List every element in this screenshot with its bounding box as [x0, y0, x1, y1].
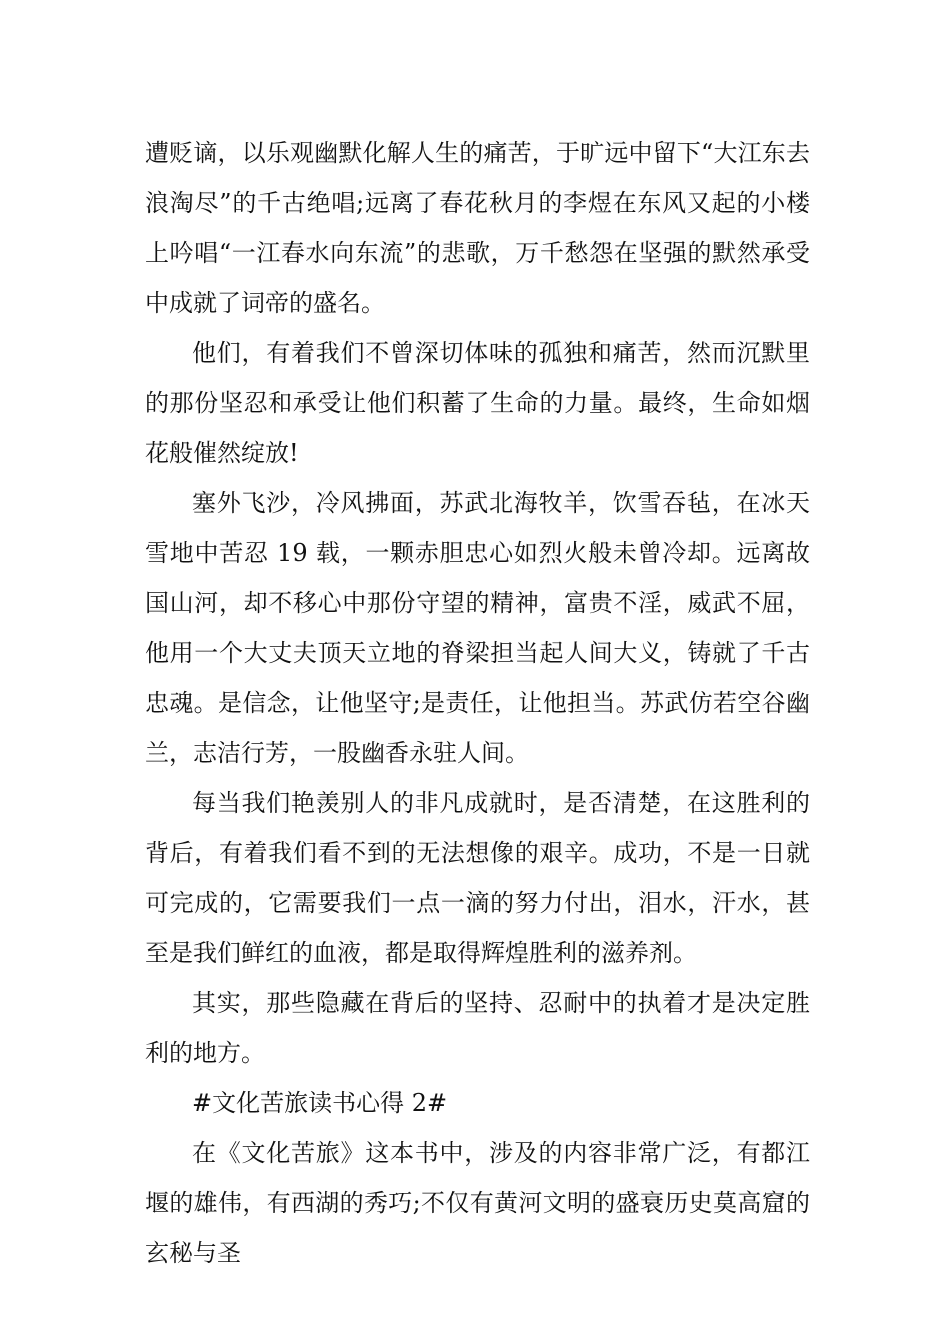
section-heading: #文化苦旅读书心得 2#: [192, 1089, 448, 1117]
paragraph-loneliness: 他们，有着我们不曾深切体味的孤独和痛苦，然而沉默里的那份坚忍和承受让他们积蓄了生命的力量。最终，生命如烟花般催然绽放!: [145, 339, 810, 467]
paragraph-continuation: 遭贬谪，以乐观幽默化解人生的痛苦，于旷远中留下“大江东去浪淘尽”的千古绝唱;远离了春花秋月的李煜在东风又起的小楼上吟唱“一江春水向东流”的悲歌，万千愁怨在坚强的默然承受中成就了词帝的盛名。: [145, 139, 810, 317]
paragraph-su-wu: 塞外飞沙，冷风拂面，苏武北海牧羊，饮雪吞毡，在冰天雪地中苦忍 19 载，一颗赤胆忠心如烈火般未曾冷却。远离故国山河，却不移心中那份守望的精神，富贵不淫，威武不屈，他用一个大丈夫顶天立地的脊梁担当起人间大义，铸就了千古忠魂。是信念，让他坚守;是责任，让他担当。苏武仿若空谷幽兰，志洁行芳，一股幽香永驻人间。: [145, 489, 810, 767]
paragraph-conclusion: 其实，那些隐藏在背后的坚持、忍耐中的执着才是决定胜利的地方。: [145, 989, 810, 1067]
paragraph-success: 每当我们艳羡别人的非凡成就时，是否清楚，在这胜利的背后，有着我们看不到的无法想像的艰辛。成功，不是一日就可完成的，它需要我们一点一滴的努力付出，泪水，汗水，甚至是我们鲜红的血液，都是取得辉煌胜利的滋养剂。: [145, 789, 810, 967]
document-body: [145, 128, 810, 1278]
paragraph-book-intro: 在《文化苦旅》这本书中，涉及的内容非常广泛，有都江堰的雄伟，有西湖的秀巧;不仅有黄河文明的盛衰历史莫高窟的玄秘与圣: [145, 1139, 810, 1267]
